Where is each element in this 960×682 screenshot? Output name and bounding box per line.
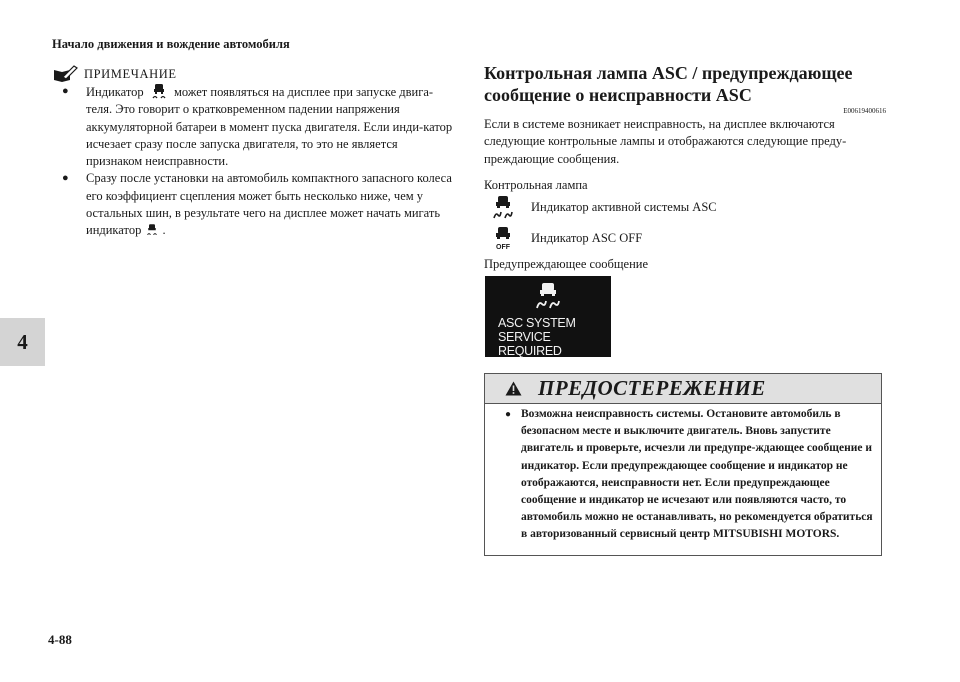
display-message: [498, 316, 611, 358]
warning-triangle-icon: [505, 381, 522, 396]
warning-display: [485, 276, 611, 357]
svg-text:OFF: OFF: [496, 244, 510, 251]
section-intro: Если в системе возникает неисправность, на дисплее включаются следующие контрольные лампы и отображаются следующие преду-преждающие сообщения.: [484, 117, 847, 166]
section-code: E00619400616: [843, 107, 886, 115]
page-number: 4-88: [48, 632, 72, 647]
caution-body: [485, 404, 881, 544]
lamp-text: Индикатор ASC OFF: [531, 231, 643, 245]
bullet-icon: ●: [62, 172, 69, 185]
caution-header: [485, 374, 881, 404]
chapter-number: 4: [17, 330, 28, 354]
lamp-label: Контрольная лампа: [484, 178, 588, 192]
note-text: Сразу после установки на автомобиль компактного запасного колеса его коэффициент сцепления может быть несколько ниже, чем у остальных шин, в результате чего на дисплее может начать мигать индикатор: [86, 171, 452, 238]
section-title: Контрольная лампа ASC / предупреждающее сообщение о неисправности ASC: [484, 63, 853, 105]
caution-title: ПРЕДОСТЕРЕЖЕНИЕ: [538, 376, 766, 400]
caution-text: Возможна неисправность системы. Остановите автомобиль в безопасном месте и выключите двигатель. Вновь запустите двигатель и проверьте, исчезли ли предупре-ждающее сообщение и индикатор. Если предупреждающее сообщение и индикатор не отображаются, неисправности нет. Если предупреждающее сообщение и индикатор не исчезают или появляются часто, то автомобиль можно не останавливать, но рекомендуется обратиться в авторизованный сервисный центр MITSUBISHI MOTORS.: [521, 408, 873, 541]
lamp-row-asc-active: [492, 195, 717, 221]
note-text: Индикатор: [86, 85, 144, 99]
note-pen-icon: [52, 65, 78, 83]
note-item: [62, 83, 454, 170]
note-label: ПРИМЕЧАНИЕ: [84, 66, 177, 81]
note-text: .: [162, 223, 166, 238]
note-text: может появляться на дисплее при запуске двига-теля. Это говорит о кратковременном падении напряжения аккумуляторной батареи в момент пуска двигателя. Если инди-катор исчезает сразу после запуска двигателя, то это не является признаком неисправности.: [86, 85, 453, 169]
bullet-icon: ●: [505, 409, 512, 420]
lamp-row-asc-off: [492, 226, 643, 252]
caution-box: [484, 373, 882, 556]
note-item: [62, 170, 454, 239]
asc-indicator-icon: [146, 223, 158, 236]
display-line: ASC SYSTEM: [498, 316, 576, 330]
display-line: SERVICE REQUIRED: [498, 330, 562, 358]
asc-active-icon: [492, 195, 514, 221]
asc-active-icon: [535, 282, 561, 310]
note-list: [62, 83, 454, 240]
lamp-text: Индикатор активной системы ASC: [531, 200, 717, 214]
bullet-icon: ●: [62, 85, 69, 97]
warning-label: Предупреждающее сообщение: [484, 257, 648, 271]
note-heading: [52, 65, 177, 83]
running-header: Начало движения и вождение автомобиля: [52, 37, 290, 51]
asc-off-icon: [492, 226, 514, 252]
asc-indicator-icon: [151, 83, 167, 99]
